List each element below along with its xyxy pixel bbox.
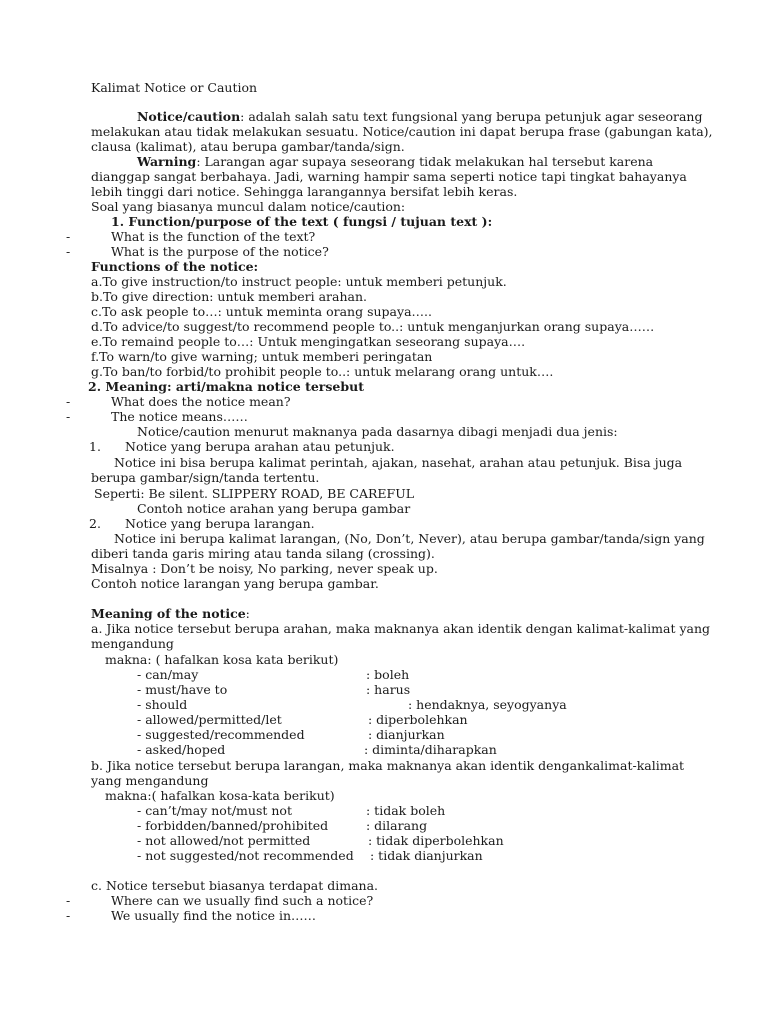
- function-item: e.To remaind people to…: Untuk mengingatkan seseorang supaya….: [91, 334, 526, 349]
- vocab-indonesian: : diperbolehkan: [368, 712, 468, 727]
- function-item: d.To advice/to suggest/to recommend people to..: untuk menganjurkan orang supaya……: [91, 319, 655, 334]
- notice-definition-text: : adalah salah satu text fungsional yang berupa petunjuk agar seseorang: [240, 109, 703, 124]
- meaning-b-line-2: yang mengandung: [91, 773, 209, 788]
- type2-picture-caption: Contoh notice larangan yang berupa gambar.: [91, 576, 379, 591]
- type2-number: 2.: [89, 516, 101, 531]
- notice-definition-line-2: melakukan atau tidak melakukan sesuatu. Notice/caution ini dapat berupa frase (gabungan kata),: [91, 124, 713, 139]
- bullet-dash: -: [66, 229, 71, 244]
- bullet-dash: -: [66, 908, 71, 923]
- warning-definition-line-3: lebih tinggi dari notice. Sehingga larangannya bersifat lebih keras.: [91, 184, 518, 199]
- meaning-a-vocab-label: makna: ( hafalkan kosa kata berikut): [105, 652, 339, 667]
- bullet-dash: -: [66, 409, 71, 424]
- vocab-english: - should: [137, 697, 188, 712]
- type1-description-line-1: Notice ini bisa berupa kalimat perintah, ajakan, nasehat, arahan atau petunjuk. Bisa juga: [114, 455, 683, 470]
- meaning-c-question-2: We usually find the notice in……: [111, 908, 317, 923]
- bullet-dash: -: [66, 394, 71, 409]
- meaning-b-vocab-label: makna:( hafalkan kosa-kata berikut): [105, 788, 335, 803]
- function-item: f.To warn/to give warning; untuk memberi peringatan: [91, 349, 433, 364]
- type2-description-line-1: Notice ini berupa kalimat larangan, (No, Don’t, Never), atau berupa gambar/tanda/sign yang: [114, 531, 705, 546]
- meaning-b-line-1: b. Jika notice tersebut berupa larangan, maka maknanya akan identik dengankalimat-kalimat: [91, 758, 685, 773]
- vocab-indonesian: : dilarang: [366, 818, 428, 833]
- section2-heading: 2. Meaning: arti/makna notice tersebut: [88, 379, 364, 394]
- section1-question-1: What is the function of the text?: [111, 229, 316, 244]
- type1-picture-caption: Contoh notice arahan yang berupa gambar: [137, 501, 411, 516]
- section2-question-1: What does the notice mean?: [111, 394, 291, 409]
- meaning-heading: [91, 606, 250, 621]
- document-title: Kalimat Notice or Caution: [91, 80, 258, 95]
- vocab-indonesian: : dianjurkan: [368, 727, 445, 742]
- question-intro: Soal yang biasanya muncul dalam notice/caution:: [91, 199, 406, 214]
- type2-description-line-2: diberi tanda garis miring atau tanda silang (crossing).: [91, 546, 435, 561]
- meaning-heading-text: Meaning of the notice: [91, 606, 246, 621]
- function-item: c.To ask people to…: untuk meminta orang supaya…..: [91, 304, 432, 319]
- vocab-indonesian: : tidak dianjurkan: [370, 848, 483, 863]
- vocab-english: - must/have to: [137, 682, 228, 697]
- vocab-indonesian: : hendaknya, seyogyanya: [408, 697, 567, 712]
- meaning-c: c. Notice tersebut biasanya terdapat dimana.: [91, 878, 378, 893]
- notice-definition-line-1: [137, 109, 702, 124]
- meaning-a-line-2: mengandung: [91, 636, 174, 651]
- warning-definition-line-2: dianggap sangat berbahaya. Jadi, warning hampir sama seperti notice tapi tingkat bahayanya: [91, 169, 687, 184]
- bullet-dash: -: [66, 244, 71, 259]
- warning-term: Warning: [137, 154, 197, 169]
- type2-title: Notice yang berupa larangan.: [125, 516, 315, 531]
- bullet-dash: -: [66, 893, 71, 908]
- vocab-indonesian: : tidak diperbolehkan: [368, 833, 504, 848]
- vocab-indonesian: : harus: [366, 682, 411, 697]
- section1-heading: 1. Function/purpose of the text ( fungsi / tujuan text ):: [111, 214, 493, 229]
- function-item: a.To give instruction/to instruct people: untuk memberi petunjuk.: [91, 274, 507, 289]
- type2-example: Misalnya : Don’t be noisy, No parking, never speak up.: [91, 561, 438, 576]
- functions-heading: Functions of the notice:: [91, 259, 259, 274]
- vocab-english: - allowed/permitted/let: [137, 712, 282, 727]
- meaning-heading-colon: :: [245, 606, 250, 621]
- vocab-indonesian: : tidak boleh: [366, 803, 446, 818]
- vocab-indonesian: : diminta/diharapkan: [364, 742, 497, 757]
- vocab-english: - asked/hoped: [137, 742, 226, 757]
- type1-example: Seperti: Be silent. SLIPPERY ROAD, BE CAREFUL: [94, 486, 415, 501]
- warning-definition-line-1: [137, 154, 653, 169]
- warning-definition-text: : Larangan agar supaya seseorang tidak melakukan hal tersebut karena: [196, 154, 654, 169]
- meaning-a-line-1: a. Jika notice tersebut berupa arahan, maka maknanya akan identik dengan kalimat-kalimat yang: [91, 621, 711, 636]
- vocab-english: - can/may: [137, 667, 199, 682]
- vocab-english: - forbidden/banned/prohibited: [137, 818, 329, 833]
- meaning-c-question-1: Where can we usually find such a notice?: [111, 893, 374, 908]
- type1-number: 1.: [89, 439, 101, 454]
- notice-term: Notice/caution: [137, 109, 241, 124]
- vocab-english: - not suggested/not recommended: [137, 848, 354, 863]
- section2-split-intro: Notice/caution menurut maknanya pada dasarnya dibagi menjadi dua jenis:: [137, 424, 618, 439]
- vocab-indonesian: : boleh: [366, 667, 410, 682]
- function-item: b.To give direction: untuk memberi arahan.: [91, 289, 368, 304]
- vocab-english: - suggested/recommended: [137, 727, 305, 742]
- type1-description-line-2: berupa gambar/sign/tanda tertentu.: [91, 470, 320, 485]
- vocab-english: - can’t/may not/must not: [137, 803, 292, 818]
- type1-title: Notice yang berupa arahan atau petunjuk.: [125, 439, 395, 454]
- section1-question-2: What is the purpose of the notice?: [111, 244, 329, 259]
- vocab-english: - not allowed/not permitted: [137, 833, 311, 848]
- notice-definition-line-3: clausa (kalimat), atau berupa gambar/tanda/sign.: [91, 139, 405, 154]
- function-item: g.To ban/to forbid/to prohibit people to..: untuk melarang orang untuk….: [91, 364, 554, 379]
- section2-question-2: The notice means……: [111, 409, 248, 424]
